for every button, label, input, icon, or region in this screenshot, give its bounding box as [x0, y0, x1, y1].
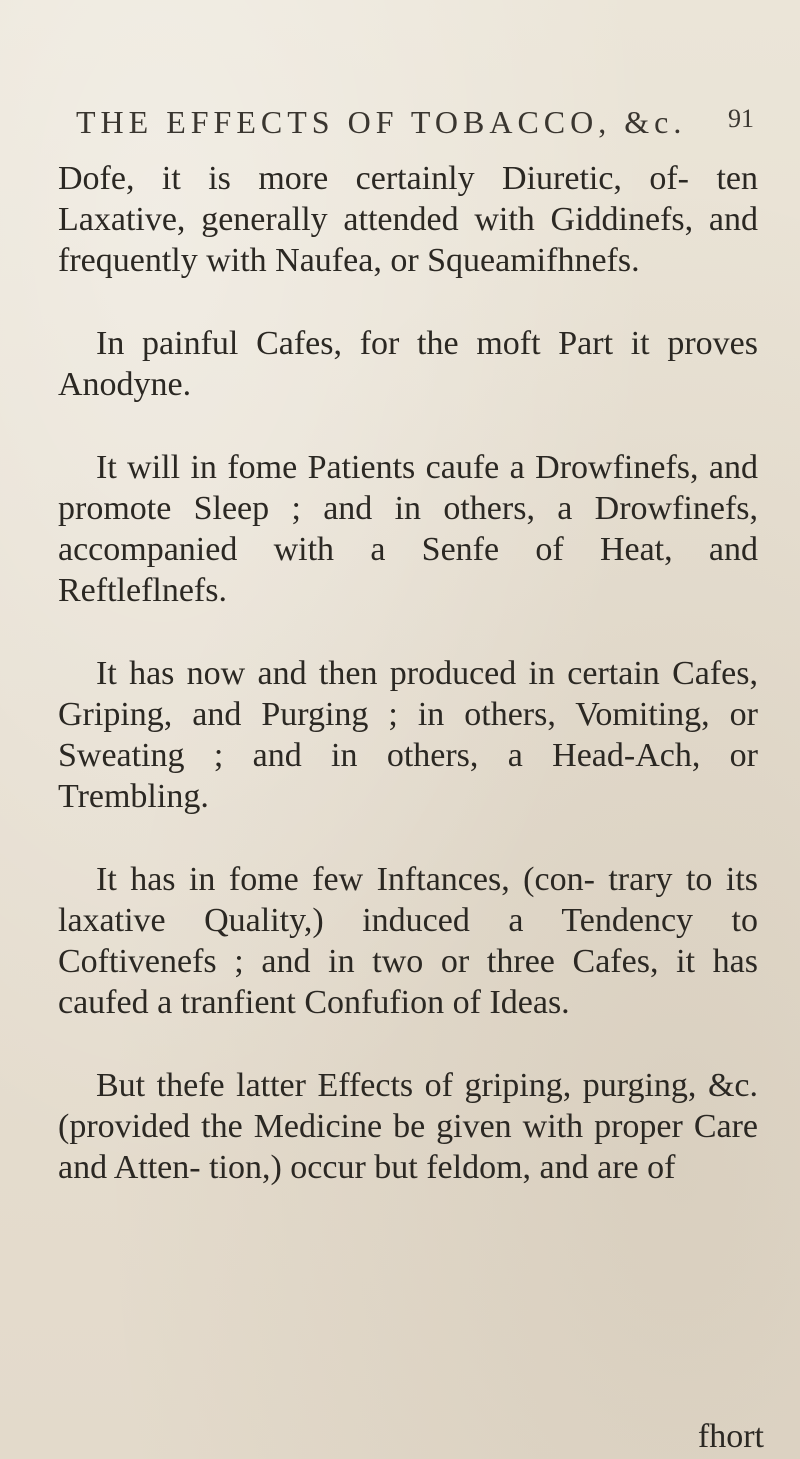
catchword: fhort	[697, 1418, 764, 1455]
paragraph-continuation: Dofe, it is more certainly Diuretic, of- ten Laxative, generally attended with Giddinefs, and frequently with Naufea, or Squeamifhnefs.	[58, 160, 758, 279]
paragraph-anodyne: In painful Cafes, for the moft Part it proves Anodyne.	[58, 325, 758, 403]
running-head	[60, 104, 760, 144]
paragraph-costiveness: It has in fome few Inftances, (con- trary to its laxative Quality,) induced a Tendency to Coftivenefs ; and in two or three Cafes, it has caufed a tranfient Confufion of Ideas.	[58, 861, 758, 1021]
paragraph-griping: It has now and then produced in certain Cafes, Griping, and Purging ; in others, Vomiting, or Sweating ; and in others, a Head-Ach, or Trembling.	[58, 655, 758, 815]
paragraph-latter-effects: But thefe latter Effects of griping, purging, &c. (provided the Medicine be given with proper Care and Atten- tion,) occur but feldom, and are of	[58, 1067, 758, 1186]
running-head-title: THE EFFECTS OF TOBACCO, &c.	[76, 104, 687, 140]
paragraph-drowsiness: It will in fome Patients caufe a Drowfinefs, and promote Sleep ; and in others, a Drowfinefs, accompanied with a Senfe of Heat, and Reftleflnefs.	[58, 449, 758, 609]
body-text	[58, 158, 758, 1188]
page-number: 91	[728, 104, 754, 133]
